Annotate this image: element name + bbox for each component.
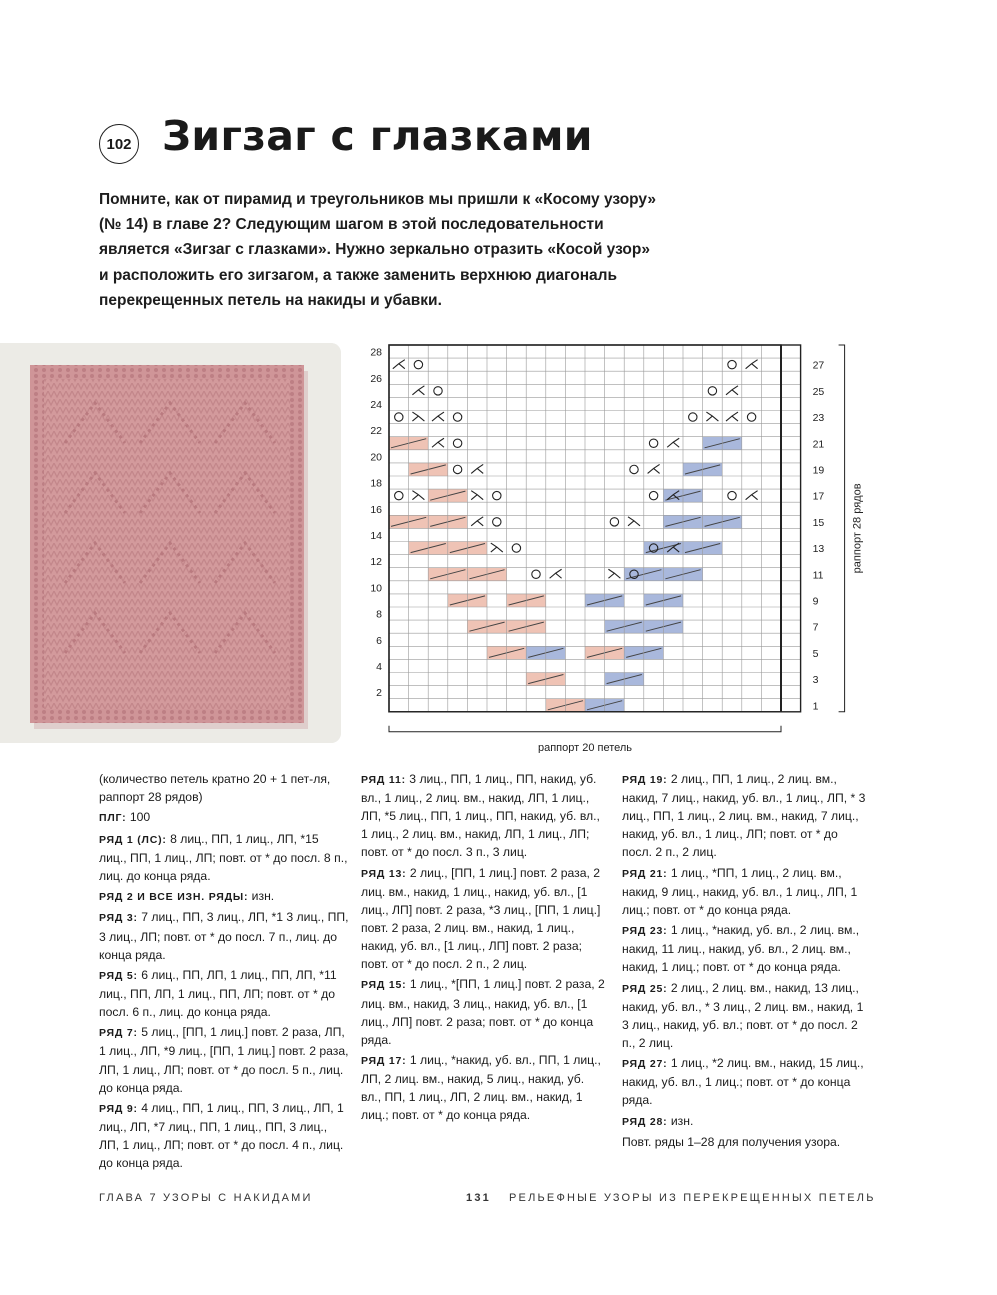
pattern-number-badge <box>99 124 139 164</box>
row-number-left: 22 <box>370 425 382 438</box>
page-number: 131 <box>466 1192 491 1204</box>
row-number-right: 1 <box>812 700 819 713</box>
row-number-left: 2 <box>376 687 382 700</box>
row-number-left: 14 <box>370 529 382 542</box>
row-number-left: 4 <box>376 660 382 673</box>
instruction-row <box>99 908 349 963</box>
row-label: РЯД 27: <box>622 1058 668 1071</box>
row-number-left: 26 <box>370 372 382 385</box>
row-number-left: 8 <box>376 608 382 621</box>
swatch-image <box>0 343 341 743</box>
knitting-chart <box>360 338 920 758</box>
instruction-row <box>99 887 349 906</box>
row-number-right: 23 <box>812 412 825 425</box>
row-text: 3 лиц., ПП, 1 лиц., ПП, накид, уб. вл., 1 лиц., 2 лиц. вм., накид, ЛП, 1 лиц., ЛП, *5 лиц., ПП, 1 лиц., ПП, накид, уб. вл., 1 лиц., 2 лиц. вм., накид, ЛП, 1 лиц., ЛП; повт. от * до посл. 3 п., 3 лиц. <box>361 772 600 860</box>
row-number-right: 11 <box>812 569 824 582</box>
footer-chapter: ГЛАВА 7 УЗОРЫ С НАКИДАМИ <box>99 1192 313 1204</box>
row-number-left: 20 <box>370 451 382 464</box>
instruction-row <box>361 770 606 861</box>
row-text: (количество петель кратно 20 + 1 пет-ля, раппорт 28 рядов) <box>99 772 331 805</box>
row-number-right: 5 <box>812 647 819 660</box>
row-number-left: 10 <box>370 582 382 595</box>
row-text: 4 лиц., ПП, 1 лиц., ПП, 3 лиц., ЛП, 1 лиц., ЛП, *7 лиц., ПП, 1 лиц., ПП, 3 лиц., ЛП, 1 лиц., ЛП; повт. от * до посл. 4 п., лиц. до конца ряда. <box>99 1100 344 1171</box>
instructions-column-3 <box>622 770 867 1153</box>
row-text: изн. <box>670 1113 694 1128</box>
repeat-bracket-bottom <box>389 726 781 732</box>
stitch-repeat-label: раппорт 20 петель <box>537 741 633 753</box>
instruction-row <box>99 1099 349 1172</box>
instructions-column-2 <box>361 770 606 1127</box>
row-number-right: 17 <box>812 490 825 503</box>
pattern-number: 102 <box>106 135 132 153</box>
instruction-row <box>99 808 349 827</box>
row-number-left: 16 <box>370 503 382 516</box>
row-label: РЯД 3: <box>99 912 138 925</box>
row-repeat-label: раппорт 28 рядов <box>851 483 864 574</box>
row-text: 1 лиц., *[ПП, 1 лиц.] повт. 2 раза, 2 лиц. вм., накид, 3 лиц., накид, уб. вл., [1 лиц., ЛП] повт. 2 раза; повт. от * до конца ряда. <box>361 977 605 1047</box>
instruction-row <box>622 979 867 1052</box>
instructions-column-1 <box>99 770 349 1174</box>
row-label: РЯД 9: <box>99 1102 138 1115</box>
instruction-row <box>99 1023 349 1096</box>
repeat-bracket-right <box>839 345 845 712</box>
intro-line: Помните, как от пирамид и треугольников мы пришли к «Косому узору» <box>99 191 657 208</box>
row-text: Повт. ряды 1–28 для получения узора. <box>622 1134 841 1149</box>
instruction-row <box>622 921 867 976</box>
row-label: РЯД 25: <box>622 982 668 995</box>
instruction-row <box>99 830 349 885</box>
row-text: 1 лиц., *ПП, 1 лиц., 2 лиц. вм., накид, 9 лиц., накид, уб. вл., 1 лиц., ЛП, 1 лиц.; повт. от * до конца ряда. <box>622 865 858 917</box>
row-label: РЯД 7: <box>99 1027 138 1040</box>
instruction-row <box>361 975 606 1048</box>
intro-line: является «Зигзаг с глазками». Нужно зеркально отразить «Косой узор» <box>99 241 650 259</box>
row-text: 100 <box>129 810 151 825</box>
row-text: 6 лиц., ПП, ЛП, 1 лиц., ПП, ЛП, *11 лиц., ПП, ЛП, 1 лиц., ПП, ЛП; повт. от * до посл. 6 п., лиц. до конца ряда. <box>99 967 337 1020</box>
row-number-right: 15 <box>812 516 825 529</box>
row-label: РЯД 2 И ВСЕ ИЗН. РЯДЫ: <box>99 891 249 904</box>
page-title: Зигзаг с глазками <box>162 112 593 160</box>
row-label: РЯД 11: <box>361 774 406 786</box>
row-number-right: 21 <box>812 438 825 451</box>
row-number-right: 25 <box>812 385 825 398</box>
row-text: 1 лиц., *2 лиц. вм., накид, 15 лиц., накид, уб. вл., 1 лиц.; повт. от * до конца ряда. <box>622 1056 864 1108</box>
instruction-row <box>361 1051 606 1124</box>
row-number-right: 19 <box>812 464 825 477</box>
instruction-row <box>622 770 867 861</box>
chart-svg <box>360 338 920 753</box>
instruction-row <box>622 1054 867 1109</box>
row-text: 2 лиц., [ПП, 1 лиц.] повт. 2 раза, 2 лиц. вм., накид, 1 лиц., накид, уб. вл., [1 лиц., ЛП] повт. 2 раза, *3 лиц., [ПП, 1 лиц.] повт. 2 раза, 2 лиц. вм., накид, 1 лиц., накид, уб. вл., [1 лиц., ЛП] повт. 2 раза; повт. от * до посл. 2 п., 2 лиц. <box>361 865 601 972</box>
row-number-right: 27 <box>812 359 825 372</box>
row-label: РЯД 5: <box>99 969 138 982</box>
row-text: 2 лиц., 2 лиц. вм., накид, 13 лиц., накид, уб. вл., * 3 лиц., 2 лиц. вм., накид, 1 3 лиц., накид, уб. вл.; повт. от * до посл. 2 п., 2 лиц. <box>622 980 864 1050</box>
row-label: РЯД 28: <box>622 1115 668 1128</box>
row-number-left: 6 <box>376 634 382 647</box>
row-label: РЯД 17: <box>361 1054 407 1067</box>
row-number-left: 18 <box>370 477 382 490</box>
row-number-right: 3 <box>812 674 819 687</box>
row-number-left: 24 <box>370 398 382 411</box>
row-label: РЯД 21: <box>622 867 668 880</box>
row-text: 1 лиц., *накид, уб. вл., ПП, 1 лиц., ЛП, 2 лиц. вм., накид, 5 лиц., накид, уб. вл., ПП, 1 лиц., ЛП, 2 лиц. вм., накид, 1 лиц.; повт. от * до конца ряда. <box>361 1052 601 1123</box>
instruction-row <box>99 770 349 806</box>
row-label: РЯД 19: <box>622 774 668 786</box>
row-number-right: 7 <box>812 621 819 634</box>
instruction-row <box>361 864 606 974</box>
row-text: 2 лиц., ПП, 1 лиц., 2 лиц. вм., накид, 7 лиц., накид, уб. вл., 1 лиц., ЛП, * 3 лиц., ПП, 1 лиц., 2 лиц. вм., накид, 7 лиц., накид, уб. вл., 1 лиц., ЛП; повт. от * до посл. 2 п., 2 лиц. <box>622 772 866 860</box>
footer-section: РЕЛЬЕФНЫЕ УЗОРЫ ИЗ ПЕРЕКРЕЩЕННЫХ ПЕТЕЛЬ <box>509 1192 876 1204</box>
instruction-row <box>622 1133 867 1151</box>
row-number-right: 13 <box>812 543 825 556</box>
row-label: РЯД 13: <box>361 867 407 880</box>
row-label: РЯД 23: <box>622 925 668 938</box>
intro-line: перекрещенных петель на накиды и убавки. <box>99 291 442 309</box>
instruction-row <box>622 1112 867 1131</box>
intro-paragraph <box>99 187 679 313</box>
row-text: 7 лиц., ПП, 3 лиц., ЛП, *1 3 лиц., ПП, 3 лиц., ЛП; повт. от * до посл. 7 п., лиц. до конца ряда. <box>99 910 349 962</box>
intro-line: (№ 14) в главе 2? Следующим шагом в этой последовательности <box>99 216 604 234</box>
row-text: 1 лиц., *накид, уб. вл., 2 лиц. вм., накид, 11 лиц., накид, уб. вл., 2 лиц. вм., накид, 1 лиц.; повт. от * до конца ряда. <box>622 923 860 975</box>
instruction-row <box>99 966 349 1021</box>
row-label: РЯД 15: <box>361 979 407 992</box>
row-label: ПЛГ: <box>99 812 127 825</box>
intro-line: и расположить его зигзагом, а также заменить верхнюю диагональ <box>99 266 618 284</box>
row-number-right: 9 <box>812 595 819 608</box>
row-text: изн. <box>251 889 275 904</box>
row-number-left: 28 <box>370 346 382 359</box>
row-label: РЯД 1 (ЛС): <box>99 833 167 846</box>
row-text: 8 лиц., ПП, 1 лиц., ЛП, *15 лиц., ПП, 1 лиц., ЛП; повт. от * до посл. 8 п., лиц. до конца ряда. <box>99 831 348 883</box>
instruction-row <box>622 864 867 919</box>
swatch-photo <box>0 343 341 743</box>
row-number-left: 12 <box>370 556 382 569</box>
row-text: 5 лиц., [ПП, 1 лиц.] повт. 2 раза, ЛП, 1 лиц., ЛП, *9 лиц., [ПП, 1 лиц.] повт. 2 раза, ЛП, 1 лиц., ЛП; повт. от * до посл. 5 п., лиц. до конца ряда. <box>99 1025 349 1095</box>
